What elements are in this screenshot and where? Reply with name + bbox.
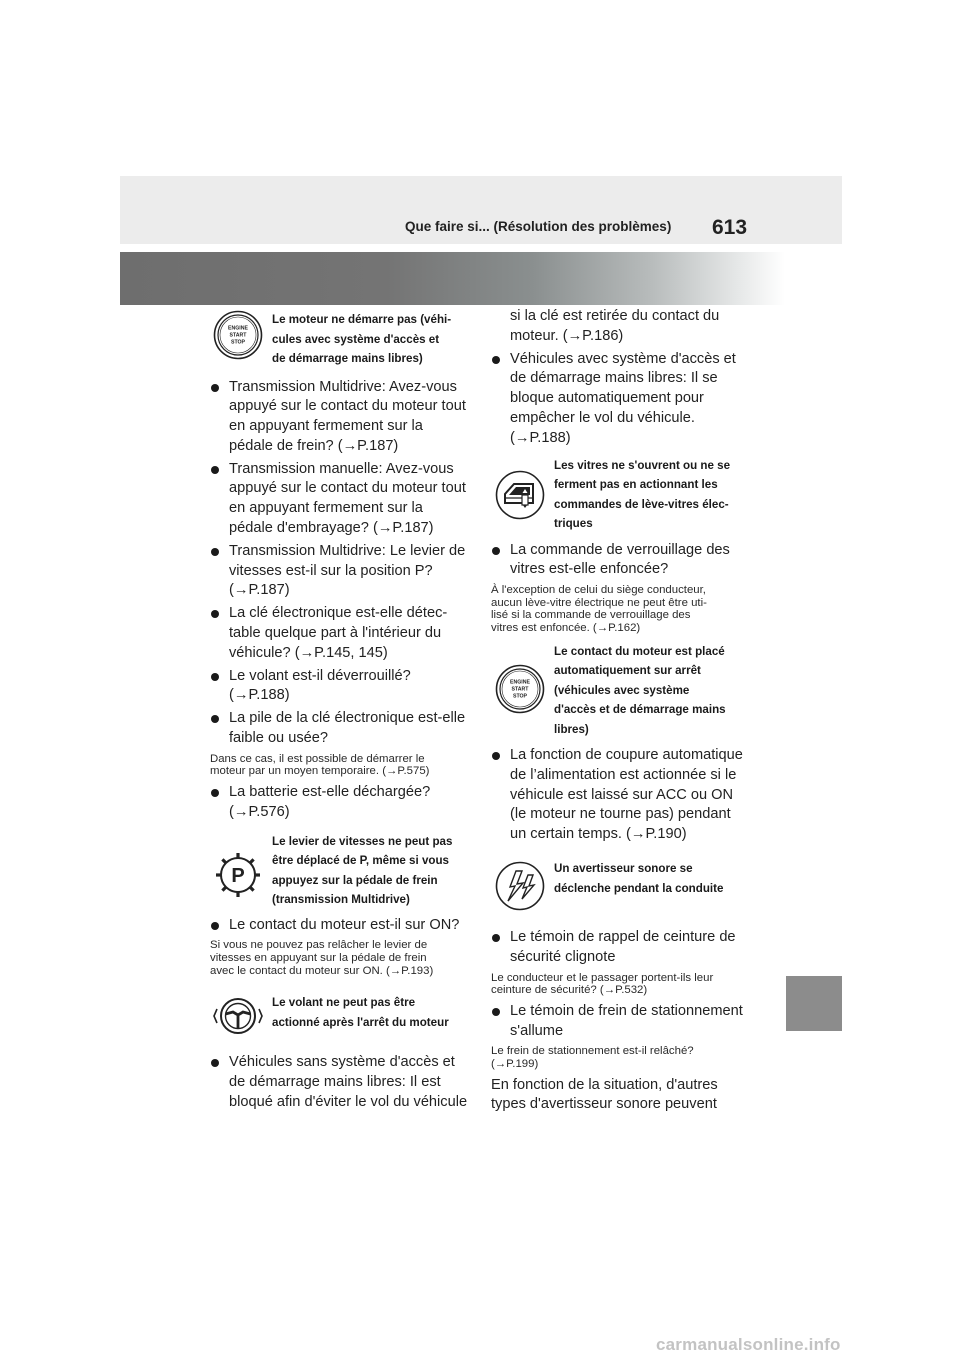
bullet-item	[210, 378, 472, 457]
bullet-item	[210, 542, 472, 601]
note-seatbelt	[491, 972, 761, 997]
title-line: Le moteur ne démarre pas (véhi-	[272, 313, 452, 326]
note-line: avec le contact du moteur sur ON. (→P.193)	[210, 964, 434, 977]
title-line: d'accès et de démarrage mains	[554, 703, 726, 717]
bullet-line: de l’alimentation est actionnée si le	[510, 766, 737, 783]
bullet-line: (→P.188)	[229, 687, 290, 704]
bullet-line: appuyé sur le contact du moteur tout	[229, 398, 466, 415]
icon-text-stop: STOP	[230, 339, 246, 346]
trouble-title	[272, 310, 451, 369]
text-line: types d'avertisseur sonore peuvent	[491, 1096, 717, 1113]
title-line: cules avec système d'accès et	[272, 332, 440, 346]
bullet-item	[210, 667, 472, 707]
bullet-line: (→P.576)	[229, 803, 290, 820]
note-line: vitres est enfoncée. (→P.162)	[491, 621, 641, 634]
note-line: lisé si la commande de verrouillage des	[491, 609, 691, 622]
text-line: si la clé est retirée du contact du	[510, 308, 720, 324]
buzzer-icon	[495, 861, 545, 911]
bullet-item	[491, 746, 761, 845]
bullet-line: véhicule est laissé sur ACC ou ON	[510, 786, 734, 803]
title-line: être déplacé de P, même si vous	[272, 854, 450, 868]
shift-lock-p-icon	[213, 850, 263, 900]
note-line: (→P.199)	[491, 1058, 539, 1070]
bullet-line: un certain temps. (→P.190)	[510, 826, 687, 843]
bullet-line: Le volant est-il déverrouillé?	[229, 667, 411, 684]
title-line: triques	[554, 517, 593, 531]
bullet-line: Le témoin de frein de stationnement	[510, 1002, 743, 1019]
bullet-line: pédale d'embrayage? (→P.187)	[229, 520, 434, 537]
trouble-buzzer	[495, 859, 761, 911]
icon-text-stop: STOP	[512, 693, 528, 700]
bullet-line: faible ou usée?	[229, 730, 328, 747]
bullet-item	[210, 1053, 472, 1112]
bullet-item	[491, 928, 761, 968]
bullet-line: Transmission Multidrive: Avez-vous	[229, 378, 457, 395]
bullet-line: La batterie est-elle déchargée?	[229, 784, 431, 801]
bullet-line: (→P.187)	[229, 582, 290, 599]
steering-lock-icon	[213, 991, 263, 1041]
bullet-line: Véhicules sans système d'accès et	[229, 1054, 455, 1071]
chapter-tab	[786, 976, 842, 1031]
title-line: commandes de lève-vitres élec-	[554, 497, 729, 511]
icon-text-engine: ENGINE	[510, 679, 530, 686]
bullet-line: Le témoin de rappel de ceinture de	[510, 929, 736, 946]
note-line: À l'exception de celui du siège conducteur,	[491, 584, 706, 597]
bullet-item	[210, 709, 472, 749]
title-line: déclenche pendant la conduite	[554, 881, 724, 895]
bullet-line: (le moteur ne tourne pas) pendant	[510, 806, 731, 823]
title-line: Le contact du moteur est placé	[554, 644, 725, 658]
closing-text	[491, 1076, 761, 1116]
bullet-line: s'allume	[510, 1022, 564, 1039]
power-window-icon	[495, 470, 545, 520]
title-line: actionné après l'arrêt du moteur	[272, 1015, 449, 1029]
bullet-item	[210, 604, 472, 663]
bullet-line: Transmission Multidrive: Le levier de	[229, 542, 466, 559]
note-window-lock	[491, 584, 761, 634]
section-title: Que faire si... (Résolution des problèmes)	[405, 219, 672, 234]
bullet-line: en appuyant fermement sur la	[229, 418, 423, 435]
bullet-item	[210, 916, 472, 936]
icon-text-start: START	[229, 332, 247, 339]
bullet-item	[491, 541, 761, 581]
text-line: moteur. (→P.186)	[510, 327, 624, 344]
bullet-line: de démarrage mains libres: Il se	[510, 370, 718, 387]
trouble-engine-no-start	[213, 310, 472, 369]
title-line: Les vitres ne s'ouvrent ou ne se	[554, 458, 731, 472]
bullet-line: en appuyant fermement sur la	[229, 500, 423, 517]
right-column	[491, 307, 761, 1115]
title-line: Le volant ne peut pas être	[272, 996, 416, 1010]
bullet-line: vitesses est-il sur la position P?	[229, 562, 433, 579]
trouble-shift-lever	[213, 832, 472, 910]
note-line: Si vous ne pouvez pas relâcher le levier de	[210, 939, 428, 952]
title-line: de démarrage mains libres)	[272, 352, 423, 365]
trouble-steering-lock	[213, 991, 472, 1041]
trouble-title	[554, 456, 730, 534]
bullet-line: bloqué afin d'éviter le vol du véhicule	[229, 1093, 468, 1110]
bullet-line: appuyé sur le contact du moteur tout	[229, 480, 466, 497]
note-line: Dans ce cas, il est possible de démarrer le	[210, 752, 425, 765]
bullet-item	[210, 460, 472, 539]
title-line: automatiquement sur arrêt	[554, 664, 701, 678]
bullet-line: sécurité clignote	[510, 948, 616, 965]
note-shift-lever	[210, 939, 472, 977]
bullet-line: véhicule? (→P.145, 145)	[229, 644, 388, 661]
note-line: Le frein de stationnement est-il relâché?	[491, 1045, 694, 1058]
page-number: 613	[712, 216, 748, 239]
title-line: Le levier de vitesses ne peut pas	[272, 834, 453, 848]
bullet-line: vitres est-elle enfoncée?	[510, 561, 669, 578]
bullet-item	[491, 350, 761, 449]
bullet-line: (→P.188)	[510, 429, 571, 446]
trouble-title	[554, 642, 726, 740]
bullet-line: Transmission manuelle: Avez-vous	[229, 460, 454, 477]
bullet-line: pédale de frein? (→P.187)	[229, 437, 399, 454]
icon-text-p: P	[231, 864, 245, 887]
trouble-title	[554, 859, 723, 898]
title-line: libres)	[554, 722, 589, 736]
trouble-auto-power-off	[495, 642, 761, 740]
watermark-logo: carmanualsonline.info	[656, 1335, 841, 1354]
bullet-line: empêcher le vol du véhicule.	[510, 409, 695, 426]
trouble-title	[272, 832, 452, 910]
title-line: ferment pas en actionnant les	[554, 478, 718, 492]
bullet-item	[210, 783, 472, 823]
bullet-line: La commande de verrouillage des	[510, 541, 730, 558]
engine-start-stop-icon	[495, 664, 545, 714]
bullet-line: Véhicules avec système d'accès et	[510, 350, 736, 367]
bullet-item	[491, 1002, 761, 1042]
bullet-line: La pile de la clé électronique est-elle	[229, 710, 466, 727]
note-line: moteur par un moyen temporaire. (→P.575)	[210, 765, 430, 778]
bullet-line: La clé électronique est-elle détec-	[229, 605, 448, 622]
icon-text-start: START	[511, 686, 529, 693]
title-line: appuyez sur la pédale de frein	[272, 873, 438, 887]
text-line: En fonction de la situation, d'autres	[491, 1076, 718, 1093]
title-line: (transmission Multidrive)	[272, 893, 410, 907]
title-line: (véhicules avec système	[554, 683, 690, 697]
title-line: Un avertisseur sonore se	[554, 862, 693, 876]
bullet-line: bloque automatiquement pour	[510, 390, 704, 407]
bullet-line: table quelque part à l'intérieur du	[229, 625, 442, 642]
note-line: vitesses en appuyant sur la pédale de frein	[210, 952, 427, 965]
note-line: aucun lève-vitre électrique ne peut être uti-	[491, 596, 707, 609]
note-parking-brake	[491, 1045, 761, 1070]
left-column	[210, 310, 472, 1113]
header-band	[120, 252, 785, 305]
trouble-title	[272, 991, 449, 1032]
note-line: Le conducteur et le passager portent-ils leur	[491, 971, 714, 984]
bullet-line: de démarrage mains libres: Il est	[229, 1074, 441, 1090]
note-temporary-start	[210, 753, 472, 778]
continued-text	[491, 307, 761, 347]
bullet-line: La fonction de coupure automatique	[510, 747, 743, 764]
engine-start-stop-icon	[213, 310, 263, 360]
note-line: ceinture de sécurité? (→P.532)	[491, 984, 648, 997]
bullet-line: Le contact du moteur est-il sur ON?	[229, 916, 460, 933]
trouble-power-windows	[495, 456, 761, 534]
icon-text-engine: ENGINE	[228, 325, 248, 332]
